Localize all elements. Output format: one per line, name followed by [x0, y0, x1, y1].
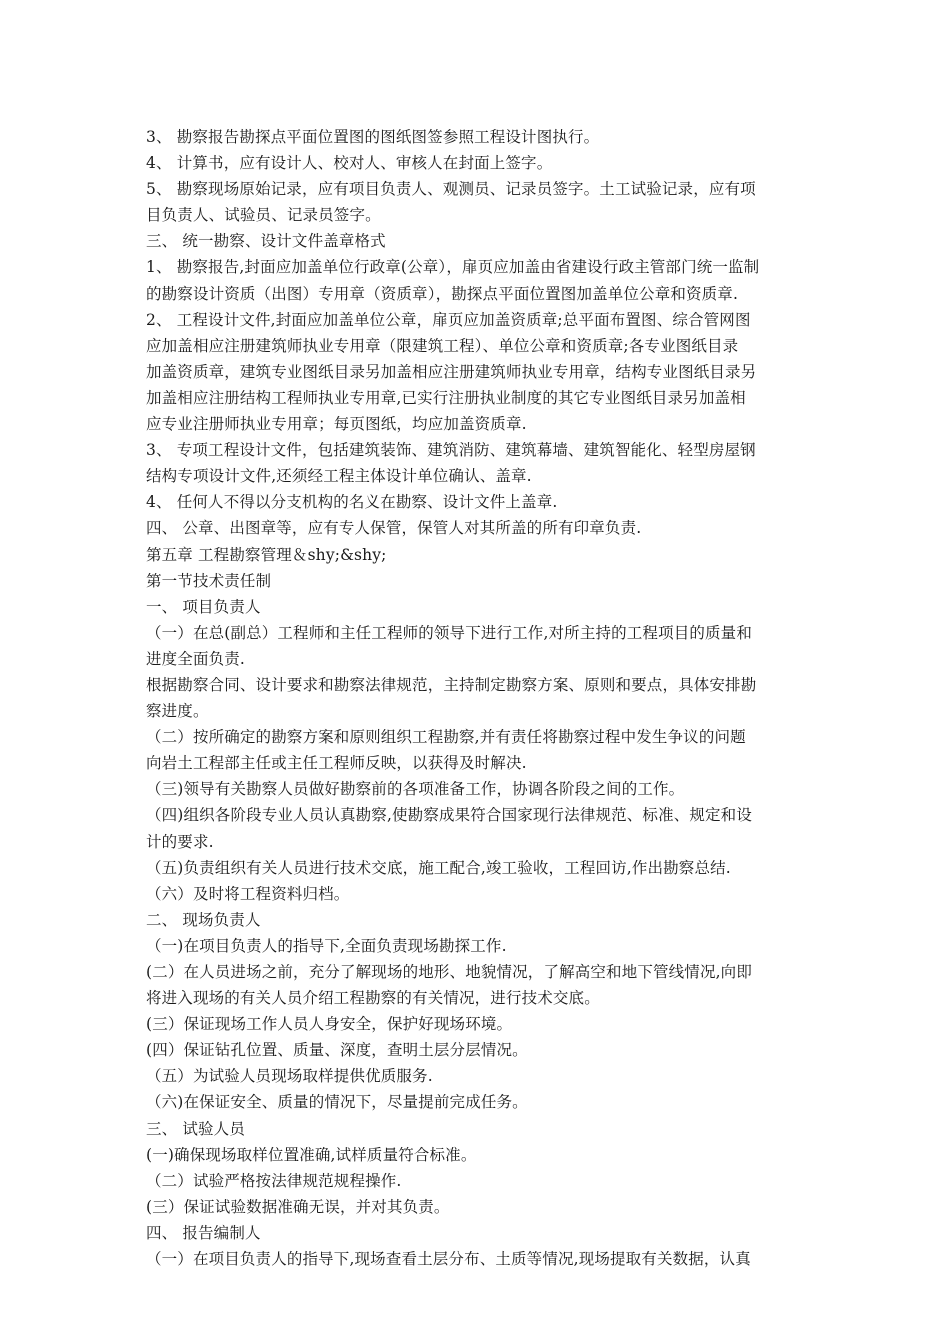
- text-line: 3、 勘察报告勘探点平面位置图的图纸图签参照工程设计图执行。: [146, 128, 600, 146]
- document-body: [146, 124, 802, 1272]
- text-line: 的勘察设计资质（出图）专用章（资质章），勘探点平面位置图加盖单位公章和资质章.: [146, 284, 739, 303]
- text-line: 四、 报告编制人: [146, 1223, 261, 1242]
- text-line: 目负责人、试验员、记录员签字。: [146, 206, 381, 225]
- text-line: （三)领导有关勘察人员做好勘察前的各项准备工作，协调各阶段之间的工作。: [146, 780, 685, 799]
- text-line: 计的要求.: [146, 832, 214, 851]
- text-line: 结构专项设计文件,还须经工程主体设计单位确认、盖章.: [146, 467, 532, 486]
- text-line: （六）及时将工程资料归档。: [146, 884, 350, 903]
- text-line: 加盖相应注册结构工程师执业专用章,已实行注册执业制度的其它专业图纸目录另加盖相: [146, 388, 746, 407]
- text-line: 2、 工程设计文件,封面应加盖单位公章，扉页应加盖资质章;总平面布置图、综合管网图: [146, 310, 751, 329]
- text-line: (四）保证钻孔位置、质量、深度，查明土层分层情况。: [146, 1041, 528, 1060]
- text-line: （一）在项目负责人的指导下,现场查看土层分布、土质等情况,现场提取有关数据，认真: [146, 1250, 751, 1269]
- text-line: 3、 专项工程设计文件，包括建筑装饰、建筑消防、建筑幕墙、建筑智能化、轻型房屋钢: [146, 441, 756, 460]
- text-line: 第一节技术责任制: [146, 571, 272, 590]
- text-line: （一)在项目负责人的指导下,全面负责现场勘探工作.: [146, 936, 507, 955]
- text-line: 三、 试验人员: [146, 1119, 245, 1138]
- text-line: 5、 勘察现场原始记录，应有项目负责人、观测员、记录员签字。土工试验记录，应有项: [146, 180, 756, 199]
- text-line: 一、 项目负责人: [146, 597, 261, 616]
- text-line: （五)负责组织有关人员进行技术交底，施工配合,竣工验收，工程回访,作出勘察总结.: [146, 858, 731, 877]
- text-line: 4、 任何人不得以分支机构的名义在勘察、设计文件上盖章.: [146, 493, 558, 512]
- text-line: (三）保证现场工作人员人身安全，保护好现场环境。: [146, 1015, 513, 1034]
- text-line: 4、 计算书，应有设计人、校对人、审核人在封面上签字。: [146, 154, 553, 173]
- text-line: (三）保证试验数据准确无误，并对其负责。: [146, 1197, 450, 1216]
- text-line: （二）试验严格按法律规范规程操作.: [146, 1171, 402, 1190]
- text-line: 第五章 工程勘察管理＆shy;&shy;: [146, 545, 387, 564]
- text-line: （一）在总(副总）工程师和主任工程师的领导下进行工作,对所主持的工程项目的质量和: [146, 623, 752, 642]
- text-line: 应加盖相应注册建筑师执业专用章（限建筑工程）、单位公章和资质章;各专业图纸目录: [146, 336, 739, 355]
- text-line: 察进度。: [146, 702, 209, 721]
- text-line: （四)组织各阶段专业人员认真勘察,使勘察成果符合国家现行法律规范、标准、规定和设: [146, 806, 752, 825]
- text-line: (一)确保现场取样位置准确,试样质量符合标准。: [146, 1145, 477, 1164]
- text-line: （二）按所确定的勘察方案和原则组织工程勘察,并有责任将勘察过程中发生争议的问题: [146, 728, 746, 747]
- text-line: 加盖资质章，建筑专业图纸目录另加盖相应注册建筑师执业专用章，结构专业图纸目录另: [146, 362, 757, 381]
- text-line: 应专业注册师执业专用章；每页图纸，均应加盖资质章.: [146, 415, 527, 434]
- text-line: 根据勘察合同、设计要求和勘察法律规范，主持制定勘察方案、原则和要点，具体安排勘: [146, 675, 757, 694]
- text-line: 1、 勘察报告,封面应加盖单位行政章(公章），扉页应加盖由省建设行政主管部门统一监制: [146, 258, 760, 277]
- text-line: 向岩土工程部主任或主任工程师反映，以获得及时解决.: [146, 754, 527, 773]
- text-line: (二）在人员进场之前，充分了解现场的地形、地貌情况，了解高空和地下管线情况,向即: [146, 963, 752, 981]
- text-line: 将进入现场的有关人员介绍工程勘察的有关情况，进行技术交底。: [146, 989, 600, 1008]
- text-line: 二、 现场负责人: [146, 910, 261, 929]
- text-line: 四、 公章、出图章等，应有专人保管，保管人对其所盖的所有印章负责.: [146, 519, 642, 538]
- text-line: （五）为试验人员现场取样提供优质服务.: [146, 1067, 433, 1086]
- text-line: 三、 统一勘察、设计文件盖章格式: [146, 232, 386, 251]
- text-line: 进度全面负责.: [146, 649, 245, 668]
- text-line: （六)在保证安全、质量的情况下，尽量提前完成任务。: [146, 1093, 528, 1112]
